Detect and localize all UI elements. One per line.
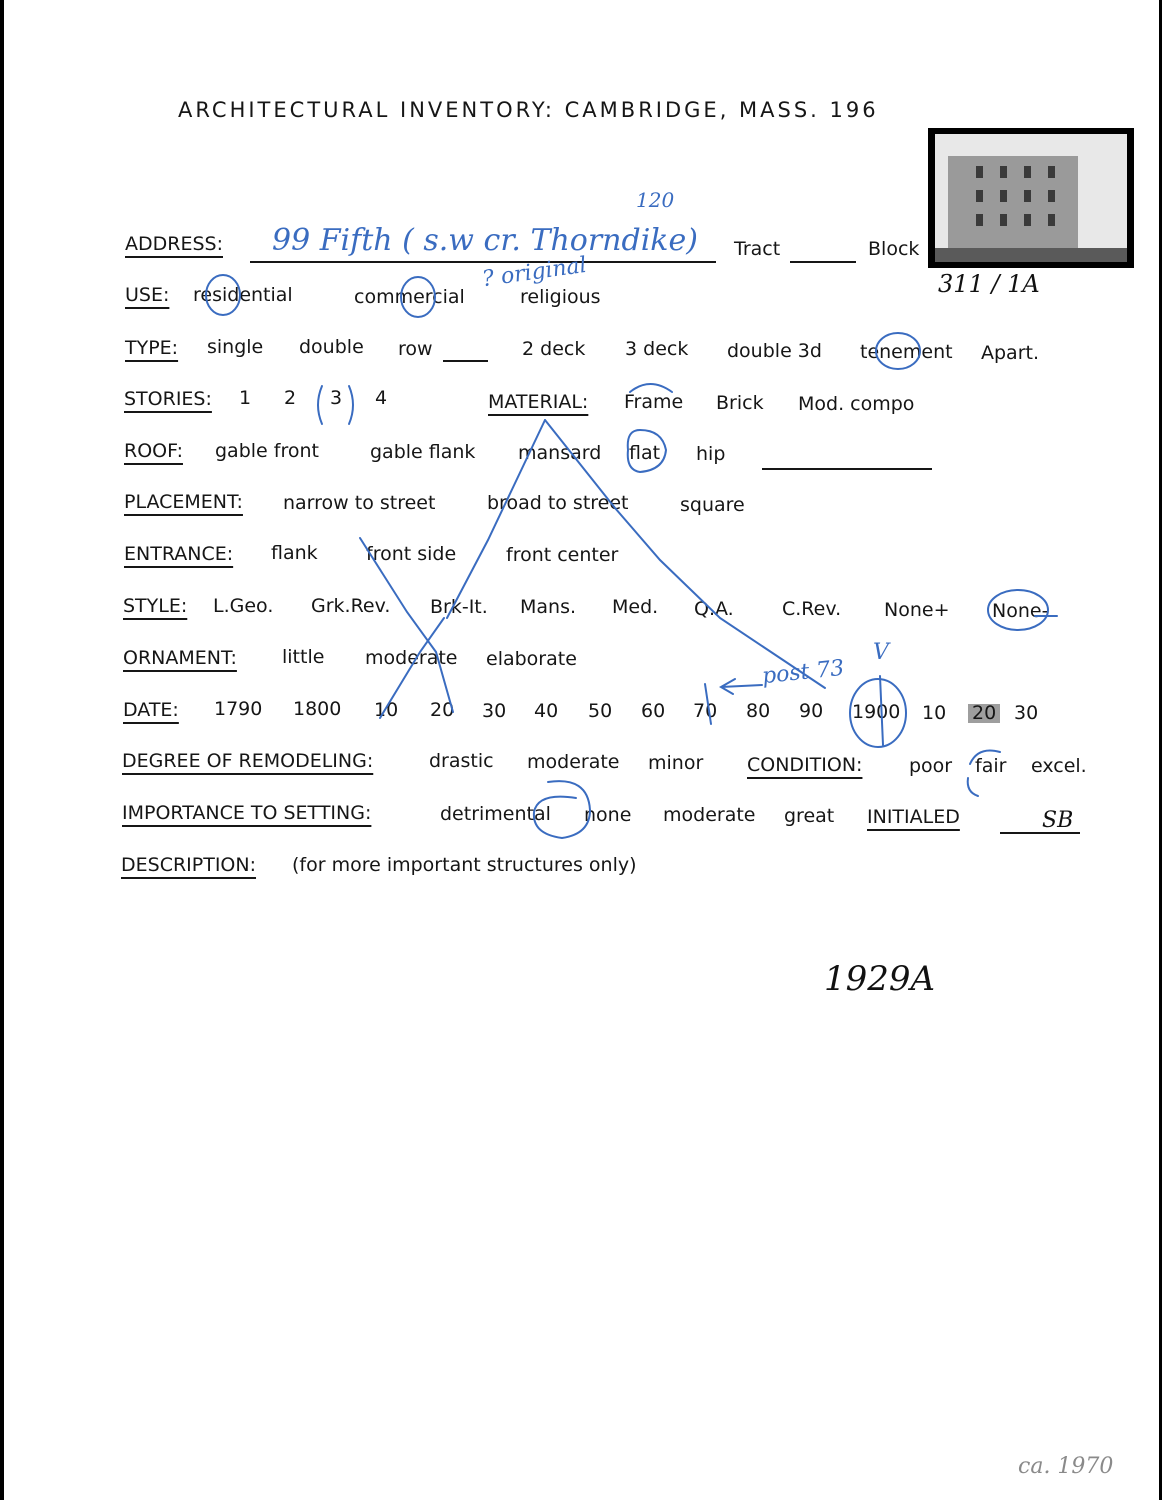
- condition-label: CONDITION:: [747, 754, 863, 776]
- remodeling-label: DEGREE OF REMODELING:: [122, 750, 374, 772]
- date-label: DATE:: [123, 699, 179, 721]
- placement-option-broad: broad to street: [487, 492, 629, 514]
- use-option-commercial: commercial: [354, 286, 465, 308]
- date-option-1820: 20: [430, 699, 455, 721]
- use-label: USE:: [125, 284, 170, 306]
- importance-label: IMPORTANCE TO SETTING:: [122, 802, 372, 824]
- type-option-2-deck: 2 deck: [522, 338, 586, 360]
- type-option-single: single: [207, 336, 264, 358]
- style-option-med: Med.: [612, 596, 659, 618]
- date-option-1790: 1790: [214, 698, 263, 720]
- importance-option-none: none: [584, 804, 632, 826]
- building-photo: [928, 128, 1134, 268]
- roof-option-flat: flat: [629, 442, 661, 464]
- handwritten-file-number: 1929A: [824, 959, 936, 999]
- type-option-tenement: tenement: [860, 341, 953, 363]
- pencil-date-note: ca. 1970: [1018, 1454, 1114, 1479]
- remodeling-option-minor: minor: [648, 752, 704, 774]
- tract-line: [790, 261, 856, 263]
- stories-option-4: 4: [375, 387, 388, 409]
- date-option-1900: 1900: [852, 701, 901, 723]
- date-option-1880: 80: [746, 700, 771, 722]
- stories-option-3: 3: [330, 387, 343, 409]
- style-option-brk-it: Brk-It.: [430, 596, 488, 618]
- tract-label: Tract: [734, 238, 781, 260]
- date-option-1930: 30: [1014, 702, 1039, 724]
- address-label: ADDRESS:: [125, 233, 223, 255]
- handwritten-address: 99 Fifth ( s.w cr. Thorndike): [272, 223, 698, 258]
- importance-option-detrimental: detrimental: [440, 803, 551, 825]
- entrance-label: ENTRANCE:: [124, 543, 234, 565]
- initialed-label: INITIALED: [867, 806, 960, 828]
- style-option-q-a: Q.A.: [694, 598, 734, 620]
- description-label: DESCRIPTION:: [121, 854, 257, 876]
- importance-option-moderate: moderate: [663, 804, 756, 826]
- date-option-1920: 20: [968, 704, 1000, 723]
- style-option-c-rev: C.Rev.: [782, 598, 842, 620]
- date-option-1800: 1800: [293, 698, 342, 720]
- roof-label: ROOF:: [124, 440, 183, 462]
- roof-option-mansard: mansard: [518, 442, 602, 464]
- date-option-1810: 10: [374, 699, 399, 721]
- style-label: STYLE:: [123, 595, 188, 617]
- ornament-option-elaborate: elaborate: [486, 648, 577, 670]
- remodeling-option-drastic: drastic: [429, 750, 494, 772]
- type-option-row: row: [398, 338, 433, 360]
- description-note: (for more important structures only): [292, 854, 637, 876]
- style-option-none-minus: None-: [992, 600, 1049, 622]
- use-option-religious: religious: [520, 286, 601, 308]
- style-option-none-plus: None+: [884, 599, 950, 621]
- stories-option-1: 1: [239, 387, 252, 409]
- condition-option-fair: fair: [975, 755, 1007, 777]
- date-option-1890: 90: [799, 700, 824, 722]
- stories-option-2: 2: [284, 387, 297, 409]
- date-option-1850: 50: [588, 700, 613, 722]
- stories-label: STORIES:: [124, 388, 212, 410]
- type-option-apart: Apart.: [981, 342, 1040, 364]
- date-option-1910: 10: [922, 702, 947, 724]
- form-title: ARCHITECTURAL INVENTORY: CAMBRIDGE, MASS. 196: [178, 98, 879, 122]
- placement-option-narrow: narrow to street: [283, 492, 436, 514]
- material-label: MATERIAL:: [488, 391, 589, 413]
- type-option-3-deck: 3 deck: [625, 338, 689, 360]
- type-label: TYPE:: [125, 337, 179, 359]
- ornament-option-moderate: moderate: [365, 647, 458, 669]
- date-option-1860: 60: [641, 700, 666, 722]
- handwritten-initials: SB: [1042, 808, 1074, 833]
- remodeling-option-moderate: moderate: [527, 751, 620, 773]
- roof-option-hip: hip: [696, 443, 726, 465]
- style-option-mans: Mans.: [520, 596, 577, 618]
- condition-option-excel: excel.: [1031, 755, 1087, 777]
- importance-option-great: great: [784, 805, 835, 827]
- type-option-double: double: [299, 336, 364, 358]
- handwritten-date-tick: V: [873, 640, 889, 665]
- handwritten-date-note: post 73: [760, 655, 846, 690]
- ornament-label: ORNAMENT:: [123, 647, 237, 669]
- handwritten-block-number: 311 / 1A: [938, 270, 1040, 298]
- material-option-brick: Brick: [716, 392, 764, 414]
- placement-option-square: square: [680, 494, 745, 516]
- handwritten-use-note: ? original: [480, 252, 589, 293]
- material-option-mod-compo: Mod. compo: [798, 393, 915, 415]
- style-option-l-geo: L.Geo.: [213, 595, 274, 617]
- condition-option-poor: poor: [909, 755, 953, 777]
- handwritten-address-number: 120: [636, 188, 675, 212]
- entrance-option-flank: flank: [271, 542, 318, 564]
- date-option-1830: 30: [482, 700, 507, 722]
- row-count-line: [443, 360, 488, 362]
- roof-option-gable-front: gable front: [215, 440, 319, 462]
- type-option-double-3d: double 3d: [727, 340, 822, 362]
- placement-label: PLACEMENT:: [124, 491, 243, 513]
- style-option-grk-rev: Grk.Rev.: [311, 595, 391, 617]
- entrance-option-front-side: front side: [366, 543, 457, 565]
- entrance-option-front-center: front center: [506, 544, 619, 566]
- block-label: Block: [868, 238, 920, 260]
- ornament-option-little: little: [282, 646, 325, 668]
- date-option-1870: 70: [693, 700, 718, 722]
- material-option-frame: Frame: [624, 391, 684, 413]
- use-option-residential: residential: [193, 284, 293, 306]
- roof-other-line: [762, 468, 932, 470]
- date-option-1840: 40: [534, 700, 559, 722]
- address-line: [250, 261, 716, 263]
- roof-option-gable-flank: gable flank: [370, 441, 476, 463]
